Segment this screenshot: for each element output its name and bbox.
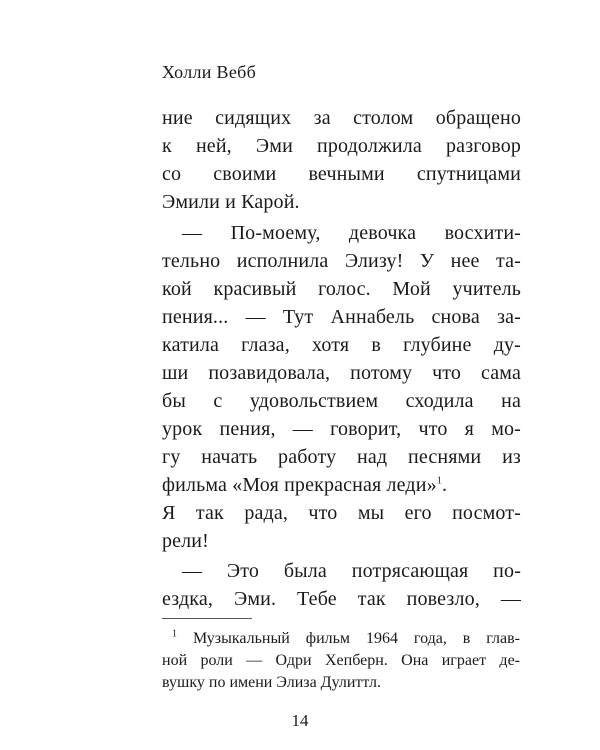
- text-line: гу начать работу над песнями из: [162, 446, 521, 468]
- page-number: 14: [291, 711, 309, 730]
- text-line: Эмили и Карой.: [162, 191, 300, 213]
- text-line-with-footnote-ref: [162, 471, 447, 499]
- text-line: кой красивый голос. Мой учитель: [162, 278, 521, 300]
- text-line: ши позавидовала, потому что сама: [162, 362, 521, 384]
- text-line: ние сидящих за столом обращено: [162, 107, 521, 129]
- footnote-marker: 1: [172, 628, 177, 640]
- footnote-reference[interactable]: 1: [436, 475, 442, 487]
- footnote-line: ной роли — Одри Хепберн. Она играет де-: [162, 652, 520, 669]
- footnote-text: Музыкальный фильм 1964 года, в глав-: [192, 630, 520, 647]
- text-line: ездка, Эми. Тебе так повезло, —: [162, 588, 521, 610]
- text-line: тельно исполнила Элизу! У нее та-: [162, 250, 521, 272]
- text-line: рели!: [162, 530, 209, 552]
- footnote-ref-punctuation: .: [441, 474, 448, 496]
- footnote-line: вушку по имени Элиза Дулиттл.: [162, 674, 381, 691]
- text-line: катила глаза, хотя в глубине ду-: [162, 334, 521, 356]
- text-line: Я так рада, что мы его посмот-: [162, 502, 521, 524]
- text-line: фильма «Моя прекрасная леди»: [162, 474, 437, 496]
- footnote-divider: [162, 618, 252, 619]
- text-line: к ней, Эми продолжила разговор: [162, 135, 521, 157]
- text-line: со своими вечными спутницами: [162, 163, 521, 185]
- text-line: — Это была потрясающая по-: [182, 560, 521, 582]
- running-head: Холли Вебб: [162, 62, 257, 82]
- text-line: бы с удовольствием сходила на: [162, 390, 521, 412]
- text-line: пения... — Тут Аннабель снова за-: [162, 306, 521, 328]
- footnote-line: [172, 628, 520, 650]
- text-line: урок пения, — говорит, что я мо-: [162, 418, 521, 440]
- text-line: — По-моему, девочка восхити-: [182, 222, 521, 244]
